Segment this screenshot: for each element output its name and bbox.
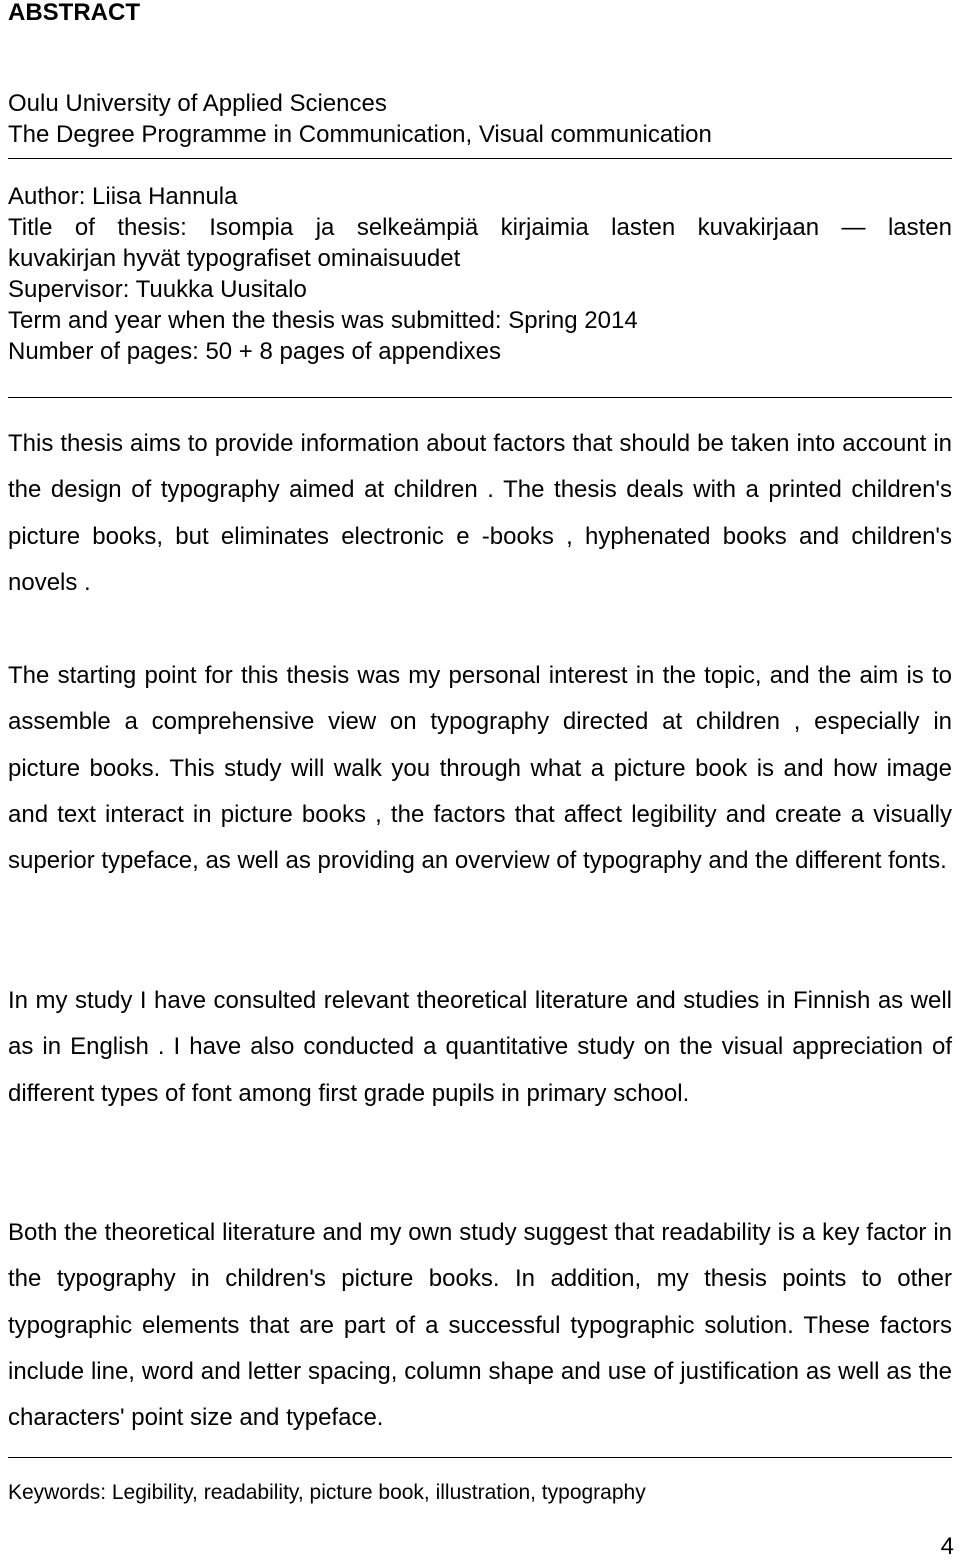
divider-line [8,158,952,159]
thesis-title-continuation: kuvakirjan hyvät typografiset ominaisuudet [8,245,461,272]
submission-term-line: Term and year when the thesis was submitted: Spring 2014 [8,307,638,334]
page-number: 4 [940,1533,954,1560]
university-name: Oulu University of Applied Sciences [8,90,387,117]
thesis-details-block [8,181,952,367]
abstract-paragraph: Both the theoretical literature and my own study suggest that readability is a key factor in the typography in children's picture books. In addition, my thesis points to other typographic elements that are part of a successful typographic solution. These factors include line, word and letter spacing, column shape and use of justification as well as the characters' point size and typeface. [8,1219,952,1432]
abstract-heading: ABSTRACT [8,0,140,26]
divider-line [8,1457,952,1458]
degree-programme: The Degree Programme in Communication, Visual communication [8,121,712,148]
keywords-line: Keywords: Legibility, readability, picture book, illustration, typography [8,1481,646,1504]
supervisor-line: Supervisor: Tuukka Uusitalo [8,276,307,303]
abstract-paragraph: This thesis aims to provide information about factors that should be taken into account in the design of typography aimed at children . The thesis deals with a printed children's picture books, but eliminates electronic e -books , hyphenated books and children's novels . [8,430,952,596]
page-count-line: Number of pages: 50 + 8 pages of appendixes [8,338,502,365]
divider-line [8,397,952,398]
abstract-paragraph: The starting point for this thesis was my personal interest in the topic, and the aim is to assemble a comprehensive view on typography directed at children , especially in picture books. This study will walk you through what a picture book is and how image and text interact in picture books , the factors that affect legibility and create a visually superior typeface, as well as providing an overview of typography and the different fonts. [8,662,952,875]
abstract-paragraph: In my study I have consulted relevant theoretical literature and studies in Finnish as well as in English . I have also conducted a quantitative study on the visual appreciation of different types of font among first grade pupils in primary school. [8,987,952,1107]
institution-block [8,88,952,150]
author-line: Author: Liisa Hannula [8,183,238,210]
thesis-title-line: Title of thesis: Isompia ja selkeämpiä kirjaimia lasten kuvakirjaan — lasten [8,214,952,241]
